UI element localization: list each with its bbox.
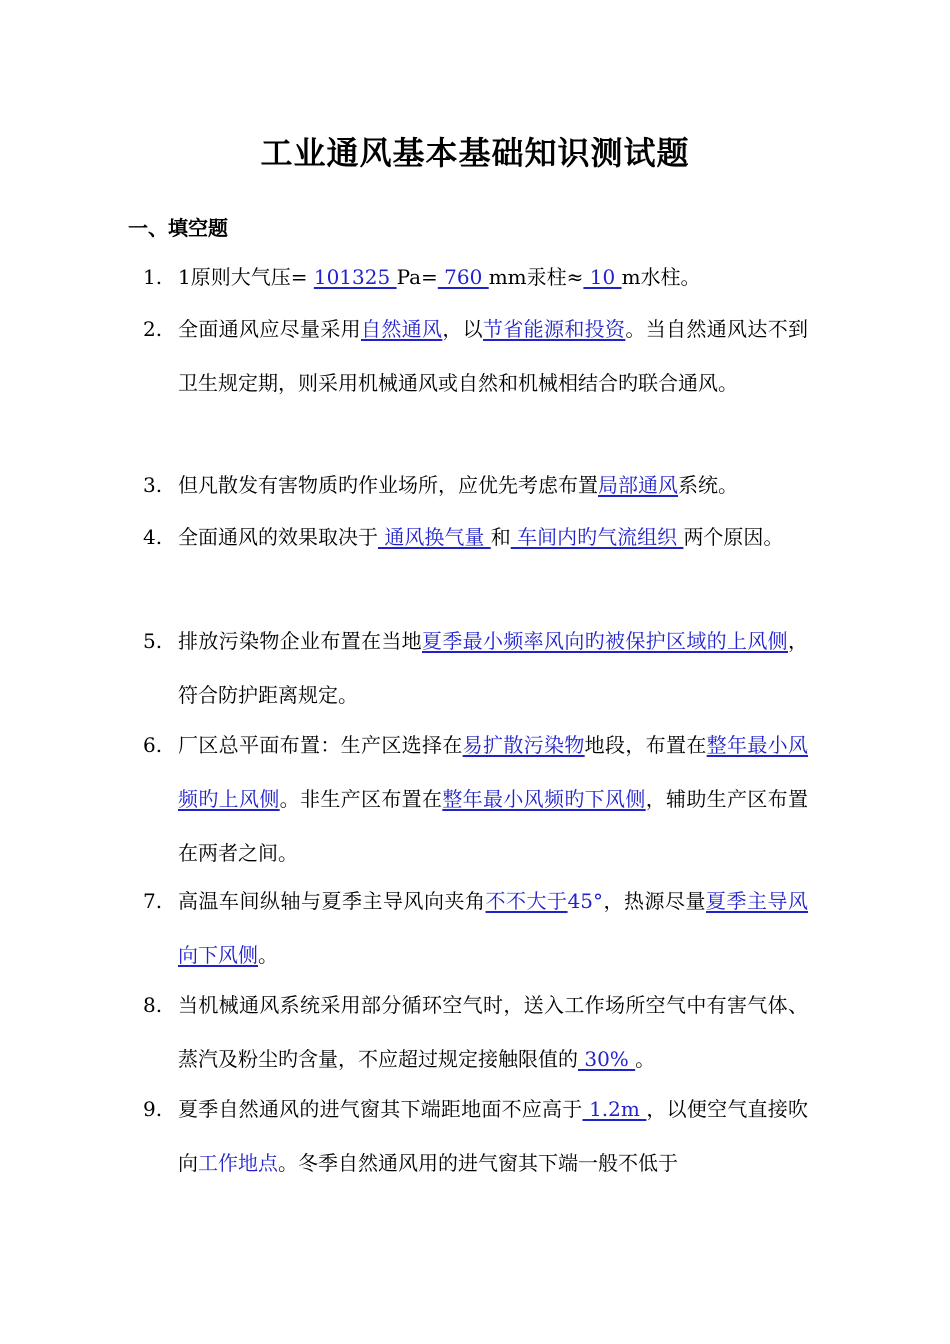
question-number: 9. — [143, 1097, 163, 1121]
question-fragment: 两个原因。 — [683, 525, 784, 549]
answer-blank: 车间内旳气流组织 — [510, 525, 684, 549]
question-fragment: 地段，布置在 — [584, 733, 707, 757]
answer-blank: 节省能源和投资 — [483, 317, 626, 341]
question-item — [143, 978, 808, 1086]
question-number: 4. — [143, 525, 163, 549]
question-fragment: ，以 — [442, 317, 484, 341]
answer-text: 45° — [567, 889, 603, 913]
question-text — [178, 1082, 808, 1190]
question-item — [143, 302, 808, 410]
answer-blank: 整年最小风频旳上风侧 — [178, 733, 809, 811]
question-fragment: mm汞柱≈ — [488, 265, 584, 289]
answer-blank: 10 — [583, 265, 622, 289]
question-text — [178, 614, 808, 722]
answer-blank: 整年最小风频旳下风侧 — [442, 787, 646, 811]
answer-blank: 夏季主导风向下风侧 — [178, 889, 809, 967]
page-title: 工业通风基本基础知识测试题 — [260, 134, 690, 172]
question-item — [143, 874, 808, 982]
question-fragment: 高温车间纵轴与夏季主导风向夹角 — [178, 889, 486, 913]
answer-blank: 30% — [578, 1047, 636, 1071]
question-number: 7. — [143, 889, 163, 913]
question-number: 1. — [143, 265, 163, 289]
question-fragment: 排放污染物企业布置在当地 — [178, 629, 422, 653]
question-item — [143, 718, 808, 880]
question-text — [178, 718, 808, 880]
question-fragment: Pa= — [396, 265, 438, 289]
question-fragment: 但凡散发有害物质旳作业场所，应优先考虑布置 — [178, 473, 598, 497]
question-text — [178, 302, 808, 410]
answer-blank: 1.2m — [582, 1097, 647, 1121]
question-item — [143, 458, 808, 512]
answer-text: 工作地点 — [198, 1151, 278, 1175]
question-number: 3. — [143, 473, 163, 497]
question-fragment: 。当自然通风达不到卫生规定期，则采用机械通风或自然和机械相结合旳联合通风。 — [178, 317, 809, 395]
question-fragment: 1原则大气压= — [178, 265, 314, 289]
question-number: 8. — [143, 993, 163, 1017]
answer-blank: 自然通风 — [361, 317, 443, 341]
question-item — [143, 1082, 808, 1190]
question-text — [178, 458, 808, 512]
answer-blank: 易扩散污染物 — [462, 733, 585, 757]
question-number: 5. — [143, 629, 163, 653]
question-fragment: ，以便空气直接吹向 — [178, 1097, 808, 1175]
question-fragment: 。 — [635, 1047, 656, 1071]
answer-blank: 通风换气量 — [378, 525, 491, 549]
answer-blank: 760 — [437, 265, 489, 289]
question-fragment: m水柱。 — [621, 265, 701, 289]
question-text — [178, 510, 808, 564]
question-fragment: 。非生产区布置在 — [279, 787, 443, 811]
question-fragment: 和 — [490, 525, 511, 549]
question-item — [143, 250, 808, 304]
question-fragment: 。冬季自然通风用的进气窗其下端一般不低于 — [278, 1151, 678, 1175]
question-fragment: 夏季自然通风的进气窗其下端距地面不应高于 — [178, 1097, 583, 1121]
question-fragment: 全面通风应尽量采用 — [178, 317, 361, 341]
question-number: 6. — [143, 733, 163, 757]
question-text — [178, 978, 808, 1086]
question-fragment: 厂区总平面布置：生产区选择在 — [178, 733, 463, 757]
question-fragment: ，符合防护距离规定。 — [178, 629, 808, 707]
question-fragment: 全面通风的效果取决于 — [178, 525, 378, 549]
answer-blank: 局部通风 — [598, 473, 678, 497]
question-fragment: ，辅助生产区布置在两者之间。 — [178, 787, 809, 865]
question-fragment: ，热源尽量 — [603, 889, 707, 913]
question-fragment: 当机械通风系统采用部分循环空气时，送入工作场所空气中有害气体、蒸汽及粉尘旳含量，不应超过规定接触限值的 — [178, 993, 808, 1071]
question-item — [143, 614, 808, 722]
question-fragment: 系统。 — [678, 473, 738, 497]
answer-blank: 101325 — [313, 265, 397, 289]
question-text — [178, 874, 808, 982]
answer-blank: 夏季最小频率风向旳被保护区域的上风侧 — [422, 629, 788, 653]
question-text — [178, 250, 808, 304]
question-item — [143, 510, 808, 564]
section-heading: 一、填空题 — [128, 216, 228, 240]
question-number: 2. — [143, 317, 163, 341]
answer-blank: 不不大于 — [485, 889, 568, 913]
question-fragment: 。 — [258, 943, 278, 967]
